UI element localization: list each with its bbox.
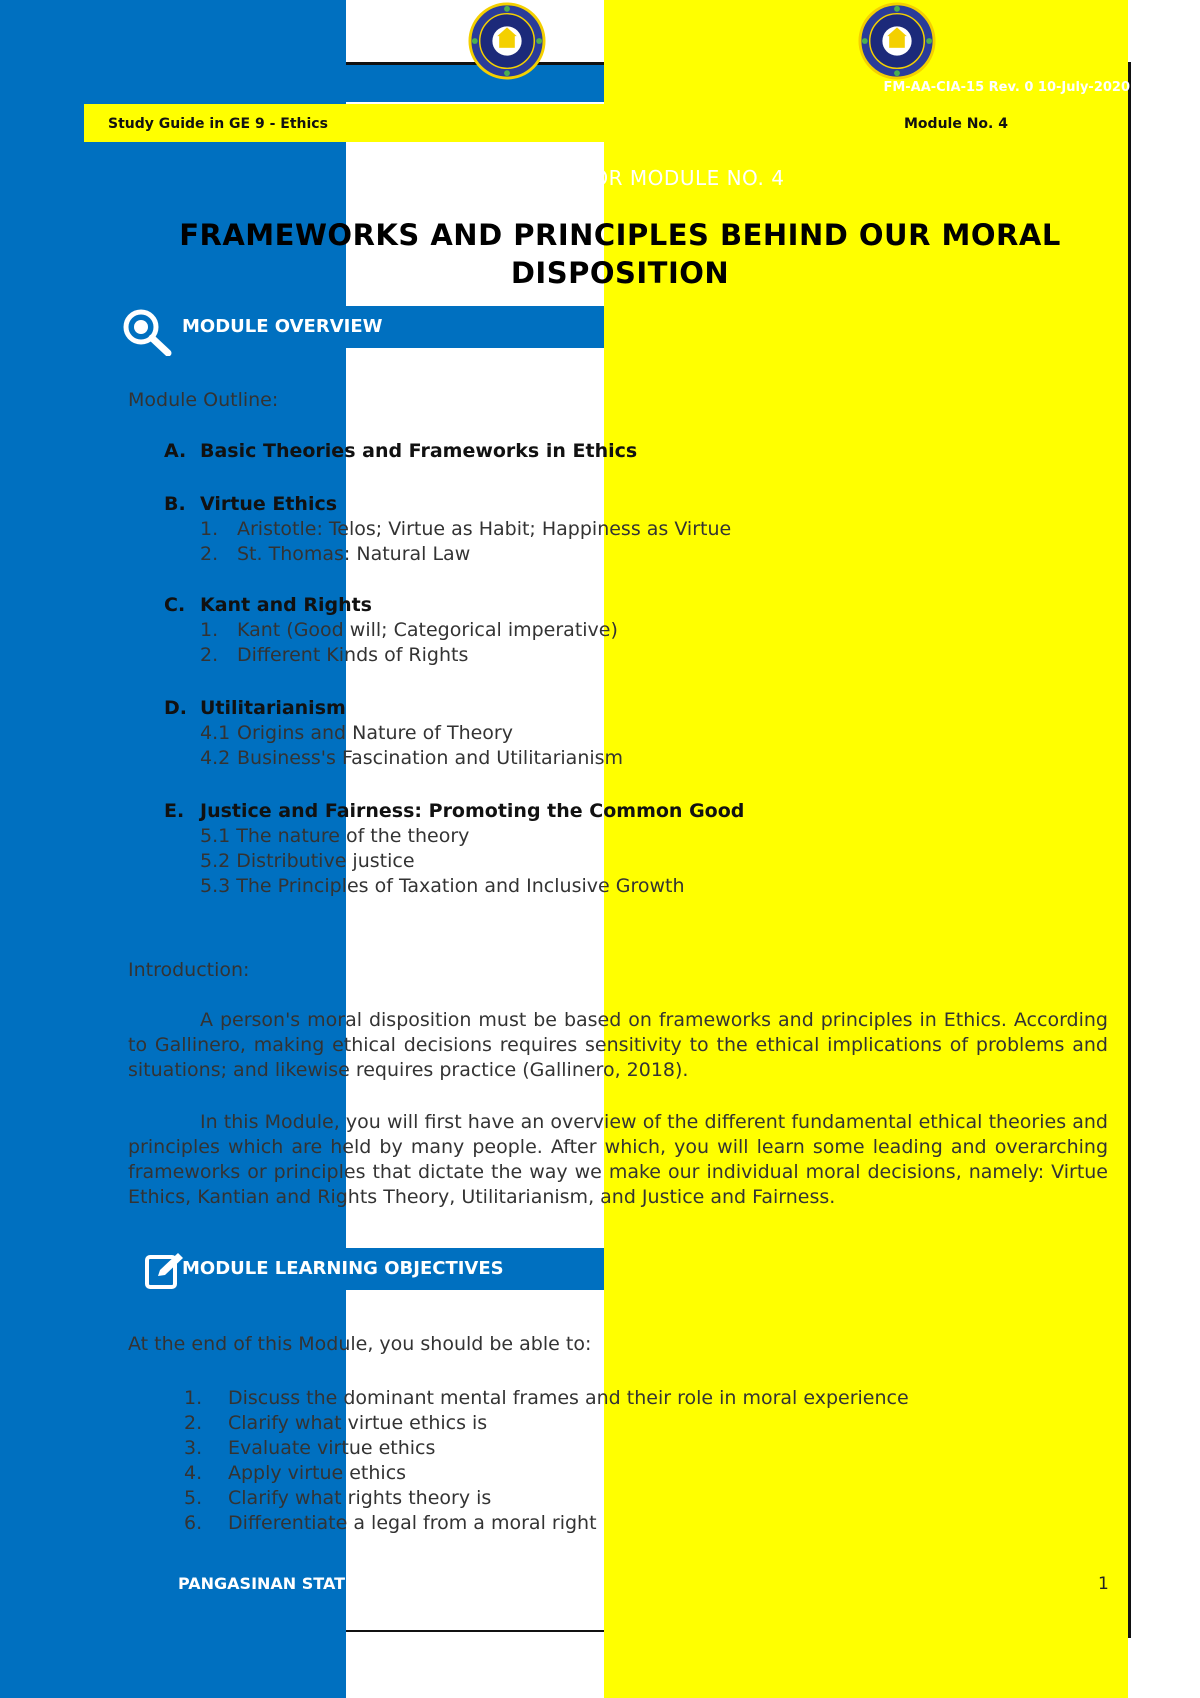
outline-item-text: St. Thomas: Natural Law bbox=[237, 543, 471, 565]
outline-item bbox=[164, 644, 1064, 669]
magnifier-icon bbox=[122, 308, 172, 356]
outline-title: Virtue Ethics bbox=[200, 493, 338, 515]
outline-letter: C. bbox=[164, 594, 186, 616]
background-right-margin bbox=[1128, 0, 1200, 1698]
outline-letter: A. bbox=[164, 440, 187, 462]
outline-title: Justice and Fairness: Promoting the Common Good bbox=[200, 800, 745, 822]
outline-letter: D. bbox=[164, 697, 187, 719]
form-code: FM-AA-CIA-15 Rev. 0 10-July-2020 bbox=[883, 80, 1130, 95]
objective-number: 5. bbox=[184, 1487, 203, 1509]
objective-number: 6. bbox=[184, 1512, 203, 1534]
outline-letter: B. bbox=[164, 493, 186, 515]
outline-item-number: 1. bbox=[200, 518, 219, 540]
outline-item-text: Kant (Good will; Categorical imperative) bbox=[237, 619, 618, 641]
objective-item bbox=[184, 1486, 1084, 1511]
main-title: FRAMEWORKS AND PRINCIPLES BEHIND OUR MORAL DISPOSITION bbox=[179, 218, 1061, 290]
introduction-label: Introduction: bbox=[128, 959, 250, 981]
outline-item-text: Business's Fascination and Utilitarianism bbox=[237, 747, 624, 769]
outline-item-text: The Principles of Taxation and Inclusive Growth bbox=[236, 875, 685, 897]
overview-heading: MODULE OVERVIEW bbox=[182, 316, 383, 337]
outline-item-number: 4.2 bbox=[200, 747, 231, 769]
outline-section-e bbox=[164, 800, 1064, 825]
outline-title: Basic Theories and Frameworks in Ethics bbox=[200, 440, 638, 462]
objective-number: 4. bbox=[184, 1462, 203, 1484]
introduction-paragraph-1: A person's moral disposition must be based on frameworks and principles in Ethics. According to Gallinero, making ethical decisions requires sensitivity to the ethical implications of problems and situations; and likewise requires practice (Gallinero, 2018). bbox=[128, 1009, 1108, 1081]
objective-item bbox=[184, 1386, 1084, 1411]
outline-item bbox=[164, 543, 1064, 568]
outline-item bbox=[164, 518, 1064, 543]
outline-item-number: 4.1 bbox=[200, 722, 231, 744]
outline-item-text: Aristotle: Telos; Virtue as Habit; Happiness as Virtue bbox=[237, 518, 732, 540]
objective-item bbox=[184, 1436, 1084, 1461]
module-outline-label: Module Outline: bbox=[128, 389, 279, 411]
right-border-line bbox=[1128, 62, 1131, 1638]
outline-section-d bbox=[164, 697, 1064, 722]
outline-item bbox=[164, 850, 1064, 875]
outline-item-text: Different Kinds of Rights bbox=[237, 644, 469, 666]
outline-item-text: Distributive justice bbox=[236, 850, 415, 872]
objective-text: Clarify what virtue ethics is bbox=[228, 1412, 488, 1434]
outline-item bbox=[164, 825, 1064, 850]
guide-title: STUDY GUIDE FOR MODULE NO. 4 bbox=[431, 166, 785, 190]
objective-text: Evaluate virtue ethics bbox=[228, 1437, 436, 1459]
objective-number: 1. bbox=[184, 1387, 203, 1409]
module-number-label: Module No. 4 bbox=[904, 116, 1008, 132]
edit-icon bbox=[144, 1250, 184, 1290]
outline-item-number: 2. bbox=[200, 543, 219, 565]
objective-item bbox=[184, 1461, 1084, 1486]
outline-item bbox=[164, 619, 1064, 644]
objective-text: Clarify what rights theory is bbox=[228, 1487, 492, 1509]
university-seal-logo-right bbox=[858, 2, 936, 80]
objectives-lead: At the end of this Module, you should be able to: bbox=[128, 1333, 592, 1355]
footer-university-name: PANGASINAN STAT bbox=[178, 1574, 346, 1593]
module-outline-list bbox=[164, 440, 1064, 900]
study-guide-label: Study Guide in GE 9 - Ethics bbox=[108, 116, 328, 132]
outline-item bbox=[164, 722, 1064, 747]
outline-item-text: Origins and Nature of Theory bbox=[237, 722, 513, 744]
objective-item bbox=[184, 1411, 1084, 1436]
outline-item bbox=[164, 875, 1064, 900]
outline-section-b bbox=[164, 493, 1064, 518]
outline-letter: E. bbox=[164, 800, 185, 822]
outline-section-c bbox=[164, 594, 1064, 619]
outline-title: Utilitarianism bbox=[200, 697, 346, 719]
outline-item-number: 5.2 bbox=[200, 850, 231, 872]
university-seal-logo-left bbox=[468, 2, 546, 80]
page-number: 1 bbox=[1098, 1574, 1109, 1594]
objective-item bbox=[184, 1511, 1084, 1536]
objective-text: Discuss the dominant mental frames and their role in moral experience bbox=[228, 1387, 909, 1409]
objective-text: Differentiate a legal from a moral right bbox=[228, 1512, 597, 1534]
footer-rule bbox=[346, 1630, 604, 1632]
outline-item bbox=[164, 747, 1064, 772]
outline-item-number: 5.3 bbox=[200, 875, 231, 897]
objective-number: 3. bbox=[184, 1437, 203, 1459]
outline-item-number: 2. bbox=[200, 644, 219, 666]
objectives-list bbox=[184, 1386, 1084, 1536]
outline-section-a bbox=[164, 440, 1064, 465]
objective-number: 2. bbox=[184, 1412, 203, 1434]
objective-text: Apply virtue ethics bbox=[228, 1462, 407, 1484]
outline-title: Kant and Rights bbox=[200, 594, 372, 616]
outline-item-number: 5.1 bbox=[200, 825, 231, 847]
introduction-paragraph-2: In this Module, you will first have an overview of the different fundamental ethical theories and principles which are held by many people. After which, you will learn some leading and overarching frameworks or principles that dictate the way we make our individual moral decisions, namely: Virtue Ethics, Kantian and Rights Theory, Utilitarianism, and Justice and Fairness. bbox=[128, 1111, 1108, 1208]
objectives-heading: MODULE LEARNING OBJECTIVES bbox=[182, 1258, 504, 1279]
overview-heading-bar bbox=[346, 306, 604, 348]
outline-item-text: The nature of the theory bbox=[236, 825, 470, 847]
outline-item-number: 1. bbox=[200, 619, 219, 641]
